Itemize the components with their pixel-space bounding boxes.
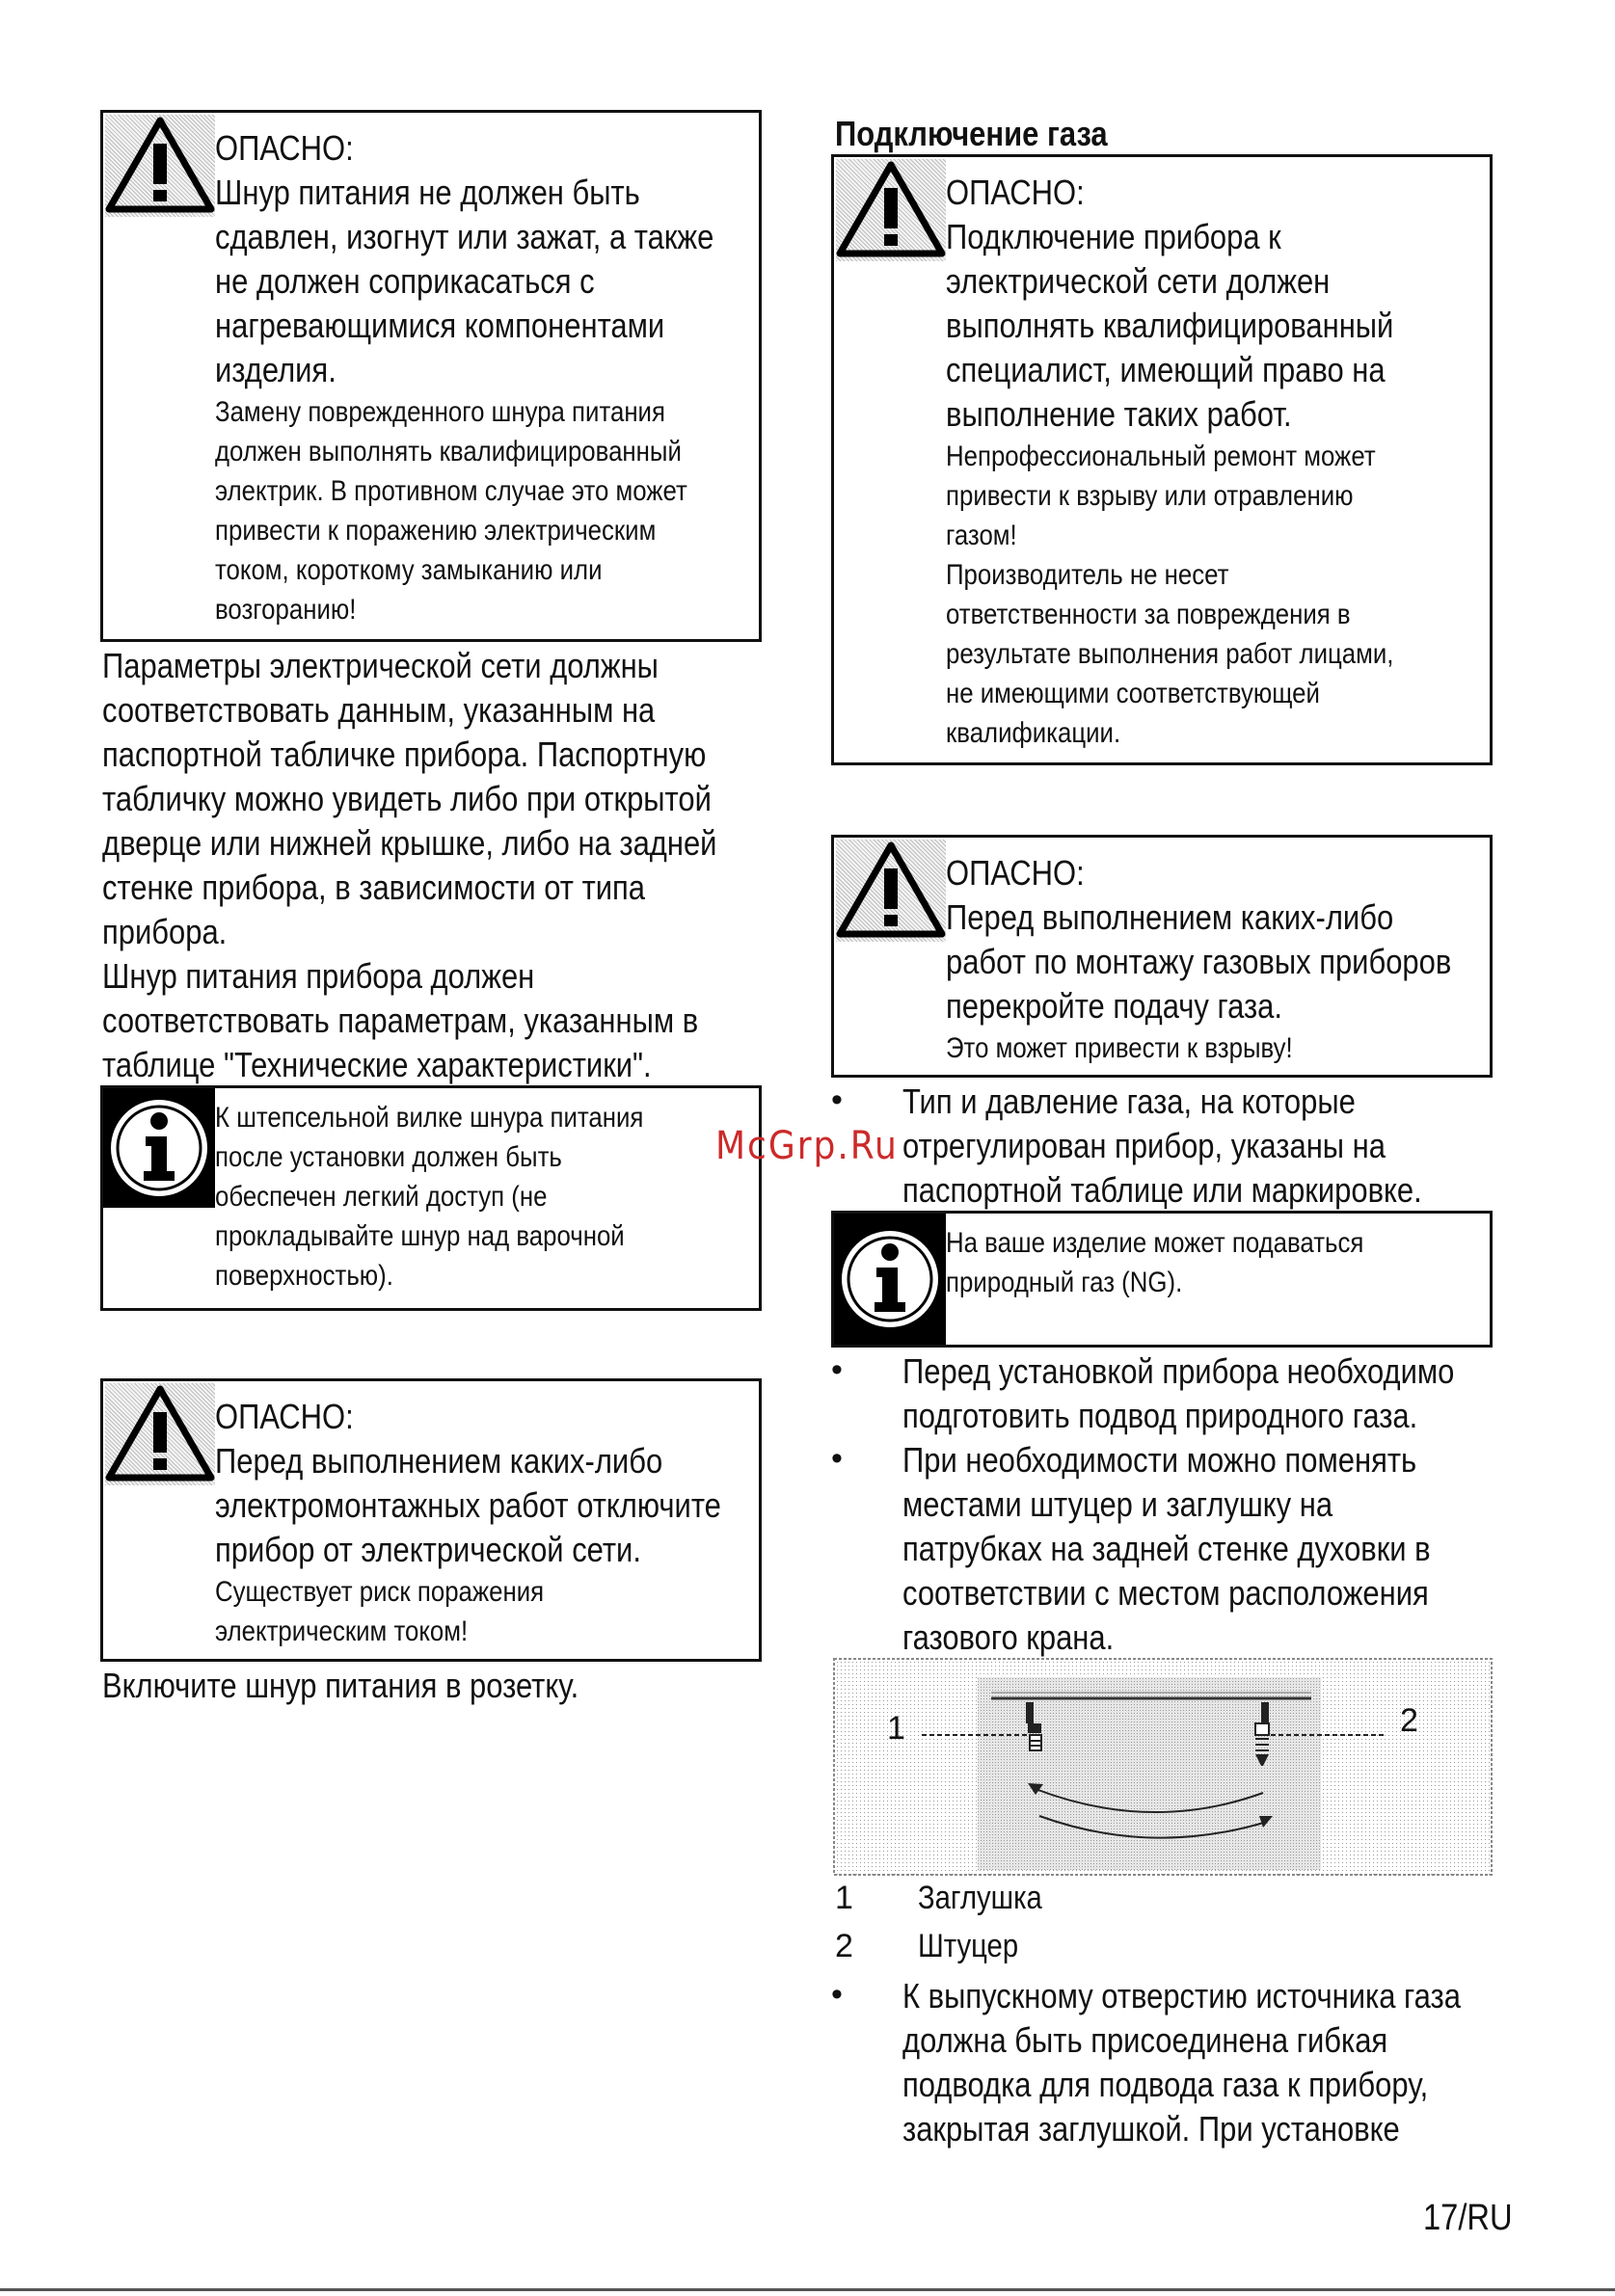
warning-triangle-icon — [105, 115, 215, 217]
warning-note-line: током, короткому замыканию или — [215, 554, 603, 586]
bullet-hose — [902, 1974, 1508, 2151]
text-line: Шнур питания прибора должен — [102, 956, 535, 996]
text-line: паспортной таблице или маркировке. — [902, 1170, 1422, 1210]
oven-nozzle-diagram — [833, 1658, 1493, 1876]
legend-number: 2 — [835, 1928, 853, 1964]
warning-note-line: Существует риск поражения — [215, 1576, 545, 1608]
text-line: Параметры электрической сети должны — [102, 646, 659, 685]
warning-line: прибор от электрической сети. — [215, 1530, 641, 1569]
bullet-swap — [902, 1438, 1508, 1660]
section-heading: Подключение газа — [835, 114, 1108, 153]
warning-line: сдавлен, изогнут или зажат, а также — [215, 217, 714, 256]
info-icon — [103, 1088, 215, 1208]
warning-note-line: квалификации. — [946, 717, 1121, 749]
warning-note-line: результате выполнения работ лицами, — [946, 638, 1394, 670]
info-line: природный газ (NG). — [946, 1267, 1183, 1298]
text-line: дверце или нижней крышке, либо на задней — [102, 823, 717, 863]
page-number: 17/RU — [1423, 2198, 1513, 2238]
bullet-gas-type — [902, 1080, 1508, 1213]
warning-triangle-icon — [105, 1383, 215, 1485]
warning-text — [946, 851, 1486, 1068]
text-line: таблице "Технические характеристики". — [102, 1045, 652, 1084]
warning-line: работ по монтажу газовых приборов — [946, 942, 1452, 981]
text-line: соответствовать данным, указанным на — [102, 690, 656, 730]
info-icon — [834, 1214, 946, 1345]
text-line: соответствии с местом расположения — [902, 1573, 1429, 1613]
warning-note-line: не имеющими соответствующей — [946, 678, 1320, 709]
warning-note-line: должен выполнять квалифицированный — [215, 436, 682, 467]
warning-note-line: Непрофессиональный ремонт может — [946, 441, 1376, 472]
info-text — [946, 1223, 1486, 1302]
warning-box-power-cord — [100, 110, 762, 642]
info-line: обеспечен легкий доступ (не — [215, 1181, 548, 1213]
text-line: При необходимости можно поменять — [902, 1440, 1417, 1480]
bullet-prepare — [902, 1349, 1508, 1438]
warning-note-line: Замену поврежденного шнура питания — [215, 396, 665, 428]
diagram-label-2: 2 — [1400, 1702, 1418, 1739]
warning-text — [215, 126, 755, 629]
warning-title: ОПАСНО: — [946, 853, 1085, 893]
legend-number: 1 — [835, 1880, 853, 1916]
watermark: McGrp.Ru — [715, 1124, 899, 1168]
warning-line: Подключение прибора к — [946, 217, 1281, 256]
warning-triangle-icon — [836, 840, 946, 942]
text-line: патрубках на задней стенке духовки в — [902, 1529, 1431, 1568]
bullet-mark: • — [831, 1351, 843, 1388]
info-box-natural-gas — [831, 1211, 1493, 1348]
warning-box-gas-shutoff — [831, 835, 1493, 1078]
warning-line: перекройте подачу газа. — [946, 986, 1282, 1026]
bullet-mark: • — [831, 1440, 843, 1477]
warning-title: ОПАСНО: — [946, 173, 1085, 212]
warning-note-line: Это может привести к взрыву! — [946, 1032, 1293, 1064]
warning-line: изделия. — [215, 350, 336, 389]
bullet-mark: • — [831, 1081, 843, 1118]
warning-line: Перед выполнением каких-либо — [215, 1441, 663, 1481]
warning-box-electro — [100, 1378, 762, 1662]
text-line: Перед установкой прибора необходимо — [902, 1351, 1455, 1391]
text-line: местами штуцер и заглушку на — [902, 1484, 1333, 1524]
warning-line: электромонтажных работ отключите — [215, 1485, 721, 1525]
warning-note-line: привести к взрыву или отравлению — [946, 480, 1354, 512]
text-line: газового крана. — [902, 1617, 1115, 1657]
text-line: закрытая заглушкой. При установке — [902, 2109, 1400, 2149]
warning-text — [946, 171, 1486, 753]
warning-line: Перед выполнением каких-либо — [946, 897, 1394, 937]
warning-note-line: ответственности за повреждения в — [946, 599, 1351, 630]
info-line: прокладывайте шнур над варочной — [215, 1220, 625, 1252]
warning-triangle-icon — [836, 159, 946, 261]
text-line: Тип и давление газа, на которые — [902, 1081, 1356, 1121]
text-line: соответствовать параметрам, указанным в — [102, 1001, 699, 1040]
legend-label: Заглушка — [918, 1880, 1042, 1916]
warning-line: выполнять квалифицированный — [946, 306, 1394, 345]
warning-title: ОПАСНО: — [215, 128, 354, 168]
warning-line: выполнение таких работ. — [946, 394, 1292, 434]
warning-note-line: газом! — [946, 520, 1017, 551]
params-paragraph — [102, 644, 762, 1087]
text-line: должна быть присоединена гибкая — [902, 2020, 1388, 2060]
warning-title: ОПАСНО: — [215, 1397, 354, 1436]
diagram-label-1: 1 — [887, 1710, 905, 1747]
plug-in-instruction: Включите шнур питания в розетку. — [102, 1666, 579, 1705]
text-line: подводка для подвода газа к прибору, — [902, 2065, 1429, 2104]
legend-label: Штуцер — [918, 1928, 1019, 1964]
text-line: прибора. — [102, 912, 228, 951]
info-line: К штепсельной вилке шнура питания — [215, 1102, 644, 1134]
info-line: поверхностью). — [215, 1260, 393, 1292]
warning-note-line: Производитель не несет — [946, 559, 1229, 591]
warning-note-line: возгоранию! — [215, 594, 357, 626]
warning-text — [215, 1395, 755, 1651]
legend — [835, 1880, 1491, 1976]
warning-box-gas-connect — [831, 154, 1493, 765]
text-line: стенке прибора, в зависимости от типа — [102, 868, 646, 907]
info-line: после установки должен быть — [215, 1141, 562, 1173]
text-line: табличку можно увидеть либо при открытой — [102, 779, 712, 818]
warning-line: электрической сети должен — [946, 261, 1331, 301]
info-line: На ваше изделие может подаваться — [946, 1227, 1364, 1259]
text-line: отрегулирован прибор, указаны на — [902, 1126, 1386, 1165]
text-line: К выпускному отверстию источника газа — [902, 1976, 1461, 2016]
warning-line: нагревающимися компонентами — [215, 306, 665, 345]
warning-line: не должен соприкасаться с — [215, 261, 595, 301]
warning-line: специалист, имеющий право на — [946, 350, 1386, 389]
warning-line: Шнур питания не должен быть — [215, 173, 640, 212]
info-box-plug — [100, 1085, 762, 1311]
bullet-mark: • — [831, 1976, 843, 2013]
text-line: паспортной табличке прибора. Паспортную — [102, 734, 707, 774]
bottom-rule — [0, 2288, 1615, 2291]
warning-note-line: электрическим током! — [215, 1615, 469, 1647]
warning-note-line: привести к поражению электрическим — [215, 515, 657, 547]
warning-note-line: электрик. В противном случае это может — [215, 475, 687, 507]
info-text — [215, 1098, 755, 1295]
text-line: подготовить подвод природного газа. — [902, 1396, 1418, 1435]
